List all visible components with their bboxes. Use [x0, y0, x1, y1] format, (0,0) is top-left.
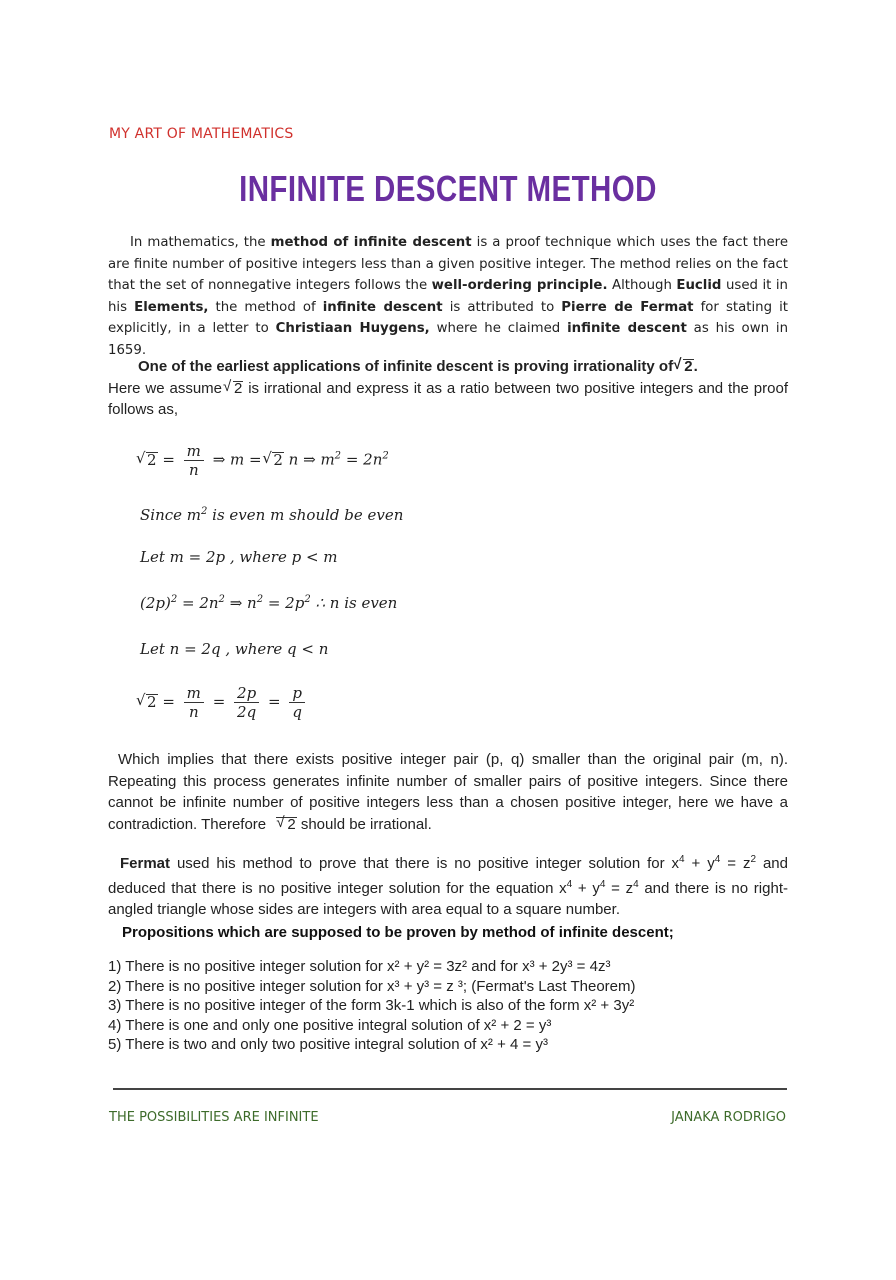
footer-divider	[113, 1088, 787, 1090]
list-item: 5) There is two and only two positive integral solution of x² + 4 = y³	[108, 1036, 548, 1053]
sqrt-symbol: √ 2	[683, 359, 693, 374]
list-item: 2) There is no positive integer solution for x³ + y³ = z ³; (Fermat's Last Theorem)	[108, 977, 636, 995]
propositions-list	[108, 957, 636, 1055]
equation-n-even: $(2p)^2 = 2n^2$ ⇒ $n^2 = 2p^2$ ∴ n is even	[140, 594, 398, 612]
footer-tagline: THE POSSIBILITIES ARE INFINITE	[109, 1110, 319, 1125]
application-paragraph: One of the earliest applications of infinite descent is proving irrationality of √ 2. Here we assume √ 2 is irrational and express it as a ratio between two positive integers and the proof follows as,	[108, 356, 788, 421]
equation-m-even: Since $m^2$ is even m should be even	[140, 506, 404, 524]
footer-author: JANAKA RODRIGO	[671, 1110, 786, 1125]
propositions-heading: Propositions which are supposed to be proven by method of infinite descent;	[122, 924, 674, 941]
equation-let-n: Let n = 2q , where q < n	[140, 640, 329, 658]
list-item: 1) There is no positive integer solution for x² + y² = 3z² and for x³ + 2y³ = 4z³	[108, 958, 611, 975]
intro-paragraph: In mathematics, the method of infinite descent is a proof technique which uses the fact there are finite number of positive integers less than a given positive integer. The method relies on the fact that the set of nonnegative integers follows the well-ordering principle. Although Euclid used it in his Elements, the method of infinite descent is attributed to Pierre de Fermat for stating it explicitly, in a letter to Christiaan Huygens, where he claimed infinite descent as his own in 1659.	[108, 235, 789, 358]
fermat-paragraph: Fermat used his method to prove that there is no positive integer solution for $x^4 + y^4 = z^2$ and deduced that there is no positive integer solution for the equation $x^4 + y^4 = z^4$ and there is no right-angled triangle whose sides are integers with area equal to a square number.	[108, 854, 788, 918]
conclusion-paragraph: Which implies that there exists positive integer pair (p, q) smaller than the original pair (m, n). Repeating this process generates infinite number of smaller pairs of positive integers. Since there cannot be infinite number of positive integers less than a chosen positive integer, here we have a contradiction. Therefore √ 2 should be irrational.	[108, 749, 788, 835]
equation-reduced-ratio: √ 2 = $\frac{m}{n}$ = $\frac{2p}{2q}$ = $\frac{p}{q}$	[140, 684, 309, 721]
equation-sqrt2-ratio: √ 2 = $\frac{m}{n}$ ⇒ m = √ 2 n ⇒ $m^2 = 2n^2$	[140, 442, 389, 479]
page-title: INFINITE DESCENT METHOD	[239, 168, 657, 209]
sqrt-symbol: √ 2	[233, 381, 243, 396]
list-item: 3) There is no positive integer of the form 3k-1 which is also of the form x² + 3y²	[108, 997, 635, 1014]
list-item: 4) There is one and only one positive integral solution of x² + 2 = y³	[108, 1016, 552, 1034]
equation-let-m: Let m = 2p , where p < m	[140, 548, 338, 566]
series-header: MY ART OF MATHEMATICS	[109, 126, 294, 142]
sqrt-symbol: √ 2	[276, 817, 296, 832]
